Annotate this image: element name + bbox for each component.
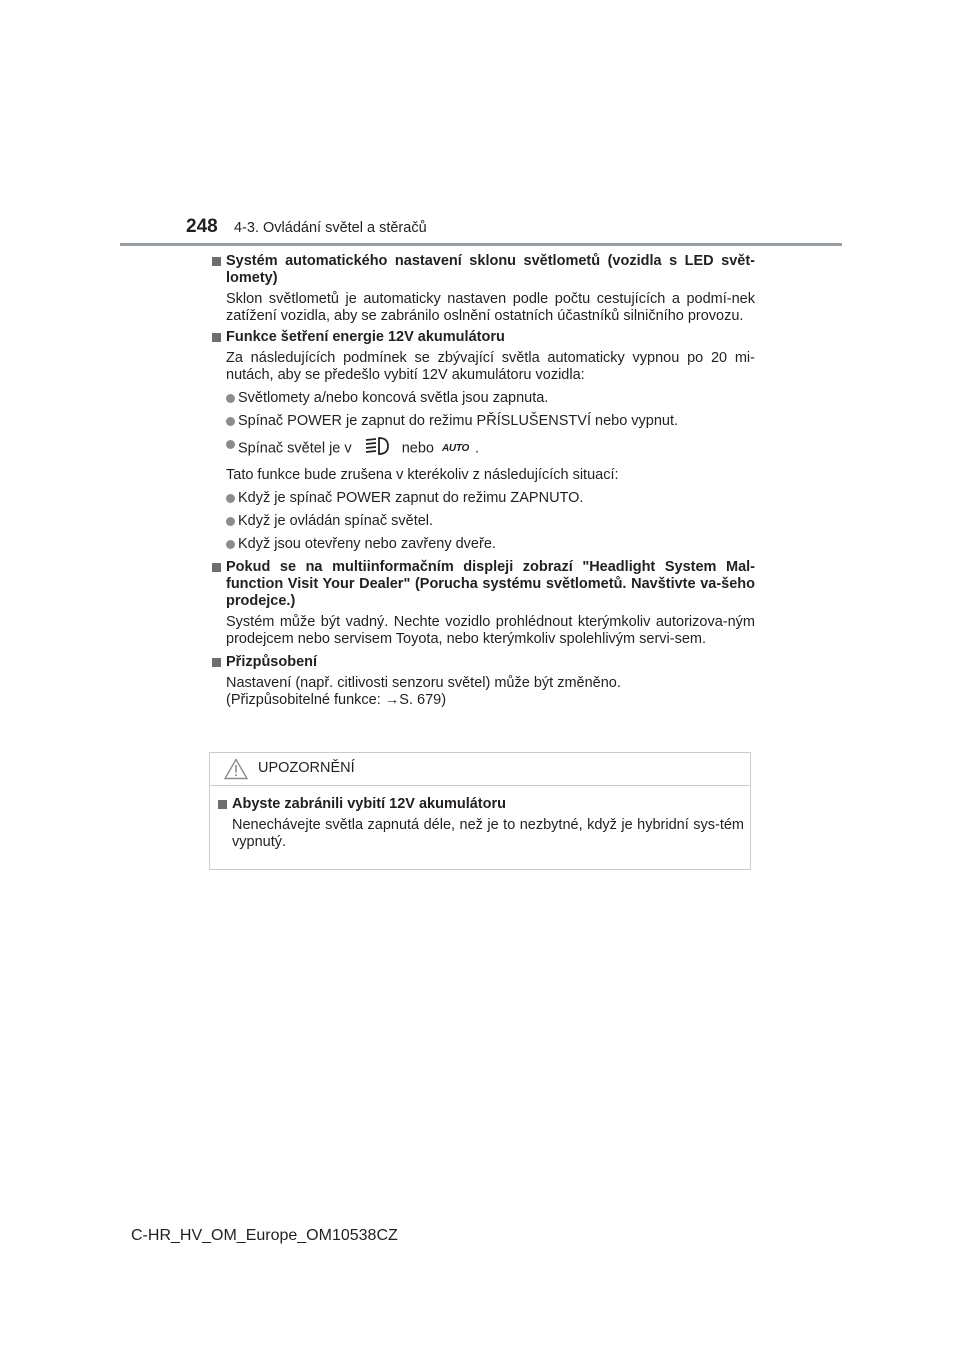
- auto-icon: AUTO: [442, 443, 469, 454]
- warning-body: [216, 796, 744, 851]
- section-heading: [210, 654, 755, 671]
- section-heading-text: Pokud se na multiinformačním displeji zobrazí "Headlight System Mal-function Visit Your Dealer" (Porucha systému světlometů. Navštivte va-šeho prodejce.): [226, 559, 755, 609]
- list-item: [210, 413, 755, 430]
- warning-box: [209, 752, 751, 870]
- section-paragraph: Nastavení (např. citlivosti senzoru světel) může být změněno.: [226, 675, 621, 691]
- list-item-text: Když jsou otevřeny nebo zavřeny dveře.: [238, 536, 496, 552]
- section-heading-text: Přizpůsobení: [226, 654, 318, 670]
- section-heading: [210, 559, 755, 610]
- list-item: [210, 436, 755, 461]
- list-item-text: Spínač POWER je zapnut do režimu PŘÍSLUŠENSTVÍ nebo vypnut.: [238, 413, 679, 429]
- square-bullet-icon: [212, 257, 221, 266]
- section-malfunction: [210, 559, 755, 648]
- page-content: [210, 253, 755, 713]
- list-item-text: Když je ovládán spínač světel.: [238, 513, 434, 529]
- header-divider: [120, 243, 842, 246]
- switch-line-middle: nebo: [401, 440, 434, 457]
- square-bullet-icon: [212, 333, 221, 342]
- square-bullet-icon: [212, 563, 221, 572]
- warning-title: UPOZORNĚNÍ: [258, 760, 355, 776]
- section-auto-leveling: [210, 253, 755, 325]
- warning-triangle-icon: [224, 758, 248, 785]
- round-bullet-icon: [226, 494, 235, 503]
- section-heading: [210, 329, 755, 346]
- warning-header: [210, 753, 750, 786]
- headlight-icon: [364, 436, 390, 461]
- section-title: 4-3. Ovládání světel a stěračů: [234, 220, 427, 236]
- warning-heading: [216, 796, 744, 813]
- list-item-text: Světlomety a/nebo koncová světla jsou zapnuta.: [238, 390, 549, 406]
- round-bullet-icon: [226, 440, 235, 449]
- round-bullet-icon: [226, 517, 235, 526]
- round-bullet-icon: [226, 540, 235, 549]
- section-battery-saver: [210, 329, 755, 553]
- section-customization: [210, 654, 755, 709]
- warning-heading-text: Abyste zabránili vybití 12V akumulátoru: [232, 796, 506, 812]
- round-bullet-icon: [226, 394, 235, 403]
- section-heading-text: Systém automatického nastavení sklonu světlometů (vozidla s LED svět-lomety): [226, 253, 755, 286]
- list-item-text: Když je spínač POWER zapnut do režimu ZAPNUTO.: [238, 490, 584, 506]
- round-bullet-icon: [226, 417, 235, 426]
- document-code: C-HR_HV_OM_Europe_OM10538CZ: [131, 1227, 398, 1244]
- section-paragraph: Sklon světlometů je automaticky nastaven podle počtu cestujících a podmí-nek zatížení vozidla, aby se zabránilo oslnění ostatních účastníků silničního provozu.: [226, 291, 755, 324]
- section-heading-text: Funkce šetření energie 12V akumulátoru: [226, 329, 505, 345]
- warning-paragraph: Nenechávejte světla zapnutá déle, než je to nezbytné, když je hybridní sys-tém vypnutý.: [232, 817, 744, 850]
- square-bullet-icon: [218, 800, 227, 809]
- section-paragraph: Tato funkce bude zrušena v kterékoliv z následujících situací:: [226, 467, 619, 483]
- section-heading: [210, 253, 755, 287]
- page-number: 248: [186, 216, 218, 237]
- page-reference: (Přizpůsobitelné funkce: →S. 679): [226, 692, 447, 708]
- switch-line-prefix: Spínač světel je v: [238, 440, 352, 457]
- list-item: [210, 490, 755, 507]
- section-paragraph: Systém může být vadný. Nechte vozidlo prohlédnout kterýmkoliv autorizova-ným prodejcem nebo servisem Toyota, nebo kterýmkoliv spolehlivým servi-sem.: [226, 614, 755, 647]
- list-item: [210, 536, 755, 553]
- list-item: [210, 390, 755, 407]
- square-bullet-icon: [212, 658, 221, 667]
- switch-line-suffix: .: [475, 440, 480, 457]
- section-paragraph: Za následujících podmínek se zbývající světla automaticky vypnou po 20 mi-nutách, aby se předešlo vybití 12V akumulátoru vozidla:: [226, 350, 755, 383]
- list-item: [210, 513, 755, 530]
